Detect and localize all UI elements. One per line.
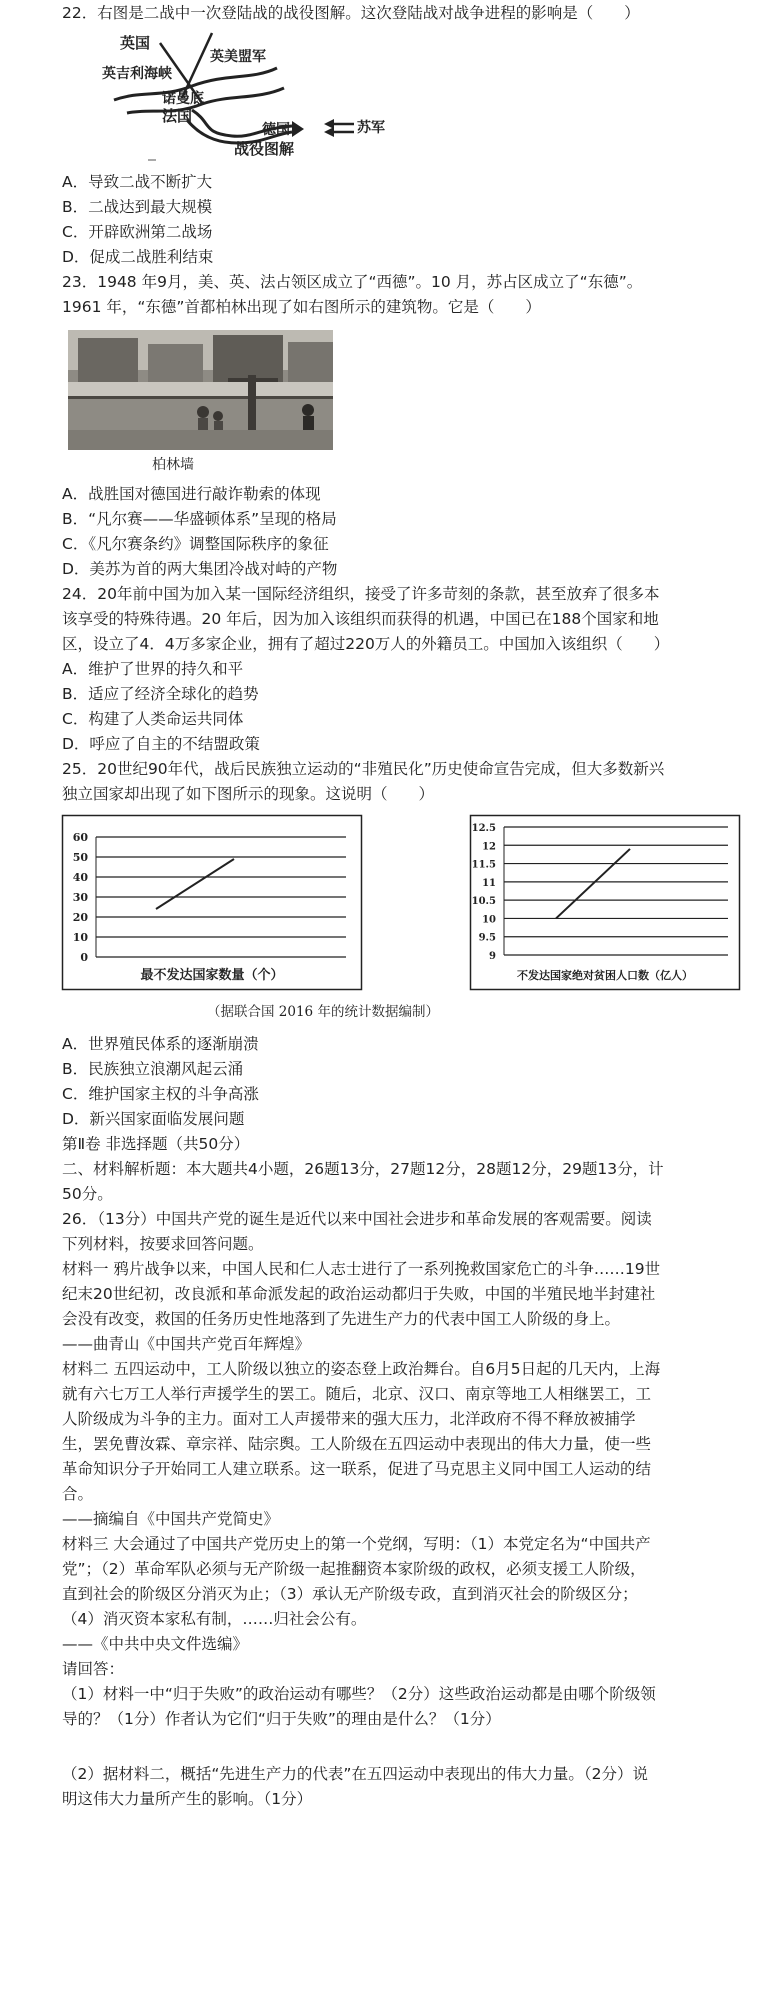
material1-source: ——曲青山《中国共产党百年辉煌》 xyxy=(62,1335,311,1353)
q24-stem-line3: 区，设立了4．4万多家企业，拥有了超过220万人的外籍员工。中国加入该组织（ ） xyxy=(62,635,670,653)
q23-stem-line1: 23．1948 年9月，美、英、法占领区成立了“西德”。10 月，苏占区成立了“东德”。 xyxy=(62,273,643,291)
q22-option-a: A．导致二战不断扩大 xyxy=(62,173,213,191)
c2-y-tick-label: 12 xyxy=(482,841,496,853)
chart2-frame xyxy=(471,816,740,990)
q23-option-c: C．《凡尔赛条约》调整国际秩序的象征 xyxy=(62,535,329,553)
q25-stem-line2: 独立国家却出现了如下图所示的现象。这说明（ ） xyxy=(62,785,435,803)
c1-y-tick-label: 30 xyxy=(72,891,88,904)
c2-y-tick-label: 11.5 xyxy=(471,859,496,871)
material2-line1: 材料二 五四运动中，工人阶级以独立的姿态登上政治舞台。自6月5日起的几天内，上海 xyxy=(62,1360,661,1378)
chart1-title: 最不发达国家数量（个） xyxy=(140,968,284,983)
q22-stem: 22．右图是二战中一次登陆战的战役图解。这次登陆战对战争进程的影响是（ ） xyxy=(62,4,640,22)
material1-line1: 材料一 鸦片战争以来，中国人民和仁人志士进行了一系列挽救国家危亡的斗争……19世 xyxy=(62,1260,661,1278)
photo-caption: 柏林墙 xyxy=(152,457,194,473)
material3-source: ——《中共中央文件选编》 xyxy=(62,1635,249,1653)
material2-line3: 人阶级成为斗争的主力。面对工人声援带来的强大压力，北洋政府不得不释放被捕学 xyxy=(62,1410,636,1428)
q25-stem-line1: 25．20世纪90年代，战后民族独立运动的“非殖民化”历史使命宣告完成，但大多数新兴 xyxy=(62,760,665,778)
q22-option-d: D．促成二战胜利结束 xyxy=(62,248,214,266)
battle-map-figure xyxy=(52,28,385,163)
chart-absolute-poverty-population xyxy=(470,815,740,990)
material2-source: ——摘编自《中国共产党简史》 xyxy=(62,1510,280,1528)
c2-y-tick-label: 10.5 xyxy=(471,896,496,908)
map-label-channel: 英吉利海峡 xyxy=(102,66,172,82)
material3-line3: 直到社会的阶级区分消灭为止；（3）承认无产阶级专政，直到消灭社会的阶级区分； xyxy=(62,1585,638,1603)
q23-option-b: B．“凡尔赛——华盛顿体系”呈现的格局 xyxy=(62,510,337,528)
q24-stem-line2: 该享受的特殊待遇。20 年后，因为加入该组织而获得的机遇，中国已在188个国家和地 xyxy=(62,610,659,628)
q26-stem-line2: 下列材料，按要求回答问题。 xyxy=(62,1235,264,1253)
sub-question1-line2: 导的？（1分）作者认为它们“归于失败”的理由是什么？（1分） xyxy=(62,1710,501,1728)
c2-y-tick-label: 12.5 xyxy=(471,823,496,834)
part2-intro-line1: 二、材料解析题：本大题共4小题，26题13分，27题12分，28题12分，29题13分，计 xyxy=(62,1160,664,1178)
map-label-france: 法国 xyxy=(162,107,193,125)
c1-y-tick-label: 50 xyxy=(72,851,88,864)
chart2-title: 不发达国家绝对贫困人口数（亿人） xyxy=(517,969,693,982)
q25-option-a: A．世界殖民体系的逐渐崩溃 xyxy=(62,1035,259,1053)
part2-intro-line2: 50分。 xyxy=(62,1185,113,1203)
c2-y-tick-label: 9 xyxy=(489,951,496,962)
chart-least-developed-countries xyxy=(62,815,362,990)
map-label-soviet: 苏军 xyxy=(357,120,385,136)
q23-option-a: A．战胜国对德国进行敲诈勒索的体现 xyxy=(62,485,321,503)
chart1-frame xyxy=(63,816,362,990)
c2-y-tick-label: 9.5 xyxy=(478,932,496,944)
c1-y-tick-label: 20 xyxy=(72,911,88,924)
material3-line4: （4）消灭资本家私有制，……归社会公有。 xyxy=(62,1610,367,1628)
q25-option-d: D．新兴国家面临发展问题 xyxy=(62,1110,245,1128)
chart-source-note: （据联合国 2016 年的统计数据编制） xyxy=(207,1004,439,1020)
c1-y-tick-label: 10 xyxy=(72,931,88,944)
material2-line4: 生，罢免曹汝霖、章宗祥、陆宗舆。工人阶级在五四运动中表现出的伟大力量，使一些 xyxy=(62,1435,652,1453)
c1-y-tick-label: 60 xyxy=(72,831,88,844)
material3-line2: 党”；（2）革命军队必须与无产阶级一起推翻资本家阶级的政权，必须支援工人阶级， xyxy=(62,1560,646,1578)
q25-option-b: B．民族独立浪潮风起云涌 xyxy=(62,1060,244,1078)
material2-line6: 合。 xyxy=(62,1485,94,1503)
sub-question1-line1: （1）材料一中“归于失败”的政治运动有哪些？（2分）这些政治运动都是由哪个阶级领 xyxy=(62,1685,656,1703)
berlin-wall-photo xyxy=(68,330,333,450)
material3-line1: 材料三 大会通过了中国共产党历史上的第一个党纲，写明：（1）本党定名为“中国共产 xyxy=(62,1535,651,1553)
c1-y-tick-label: 0 xyxy=(80,951,88,964)
q23-option-d: D．美苏为首的两大集团冷战对峙的产物 xyxy=(62,560,338,578)
part2-title: 第Ⅱ卷 非选择题（共50分） xyxy=(62,1135,250,1153)
q24-option-d: D．呼应了自主的不结盟政策 xyxy=(62,735,260,753)
answer-prompt: 请回答： xyxy=(62,1660,125,1678)
q26-stem-line1: 26．（13分）中国共产党的诞生是近代以来中国社会进步和革命发展的客观需要。阅读 xyxy=(62,1210,652,1228)
material2-line5: 革命知识分子开始同工人建立联系。这一联系，促进了马克思主义同中国工人运动的结 xyxy=(62,1460,652,1478)
c1-y-tick-label: 40 xyxy=(72,871,88,884)
map-label-uk: 英国 xyxy=(120,34,151,52)
map-label-normandy: 诺曼底 xyxy=(162,91,204,107)
map-caption: 战役图解 xyxy=(234,140,295,158)
material2-line2: 就有六七万工人举行声援学生的罢工。随后，北京、汉口、南京等地工人相继罢工，工 xyxy=(62,1385,652,1403)
q24-stem-line1: 24．20年前中国为加入某一国际经济组织，接受了许多苛刻的条款，甚至放弃了很多本 xyxy=(62,585,660,603)
q23-stem-line2: 1961 年，“东德”首都柏林出现了如右图所示的建筑物。它是（ ） xyxy=(62,298,541,316)
c2-y-tick-label: 11 xyxy=(482,877,496,889)
q24-option-a: A．维护了世界的持久和平 xyxy=(62,660,244,678)
q24-option-c: C．构建了人类命运共同体 xyxy=(62,710,244,728)
q25-option-c: C．维护国家主权的斗争高涨 xyxy=(62,1085,259,1103)
q24-option-b: B．适应了经济全球化的趋势 xyxy=(62,685,259,703)
c2-y-tick-label: 10 xyxy=(482,914,496,926)
q22-option-c: C．开辟欧洲第二战场 xyxy=(62,223,213,241)
q22-option-b: B．二战达到最大规模 xyxy=(62,198,213,216)
map-label-germany: 德国 xyxy=(262,122,290,138)
sub-question2-line1: （2）据材料二，概括“先进生产力的代表”在五四运动中表现出的伟大力量。（2分）说 xyxy=(62,1765,649,1783)
sub-question2-line2: 明这伟大力量所产生的影响。（1分） xyxy=(62,1790,313,1808)
material1-line3: 会没有改变，救国的任务历史性地落到了先进生产力的代表中国工人阶级的身上。 xyxy=(62,1310,621,1328)
material1-line2: 纪末20世纪初，改良派和革命派发起的政治运动都归于失败，中国的半殖民地半封建社 xyxy=(62,1285,656,1303)
map-label-allies: 英美盟军 xyxy=(210,49,266,65)
